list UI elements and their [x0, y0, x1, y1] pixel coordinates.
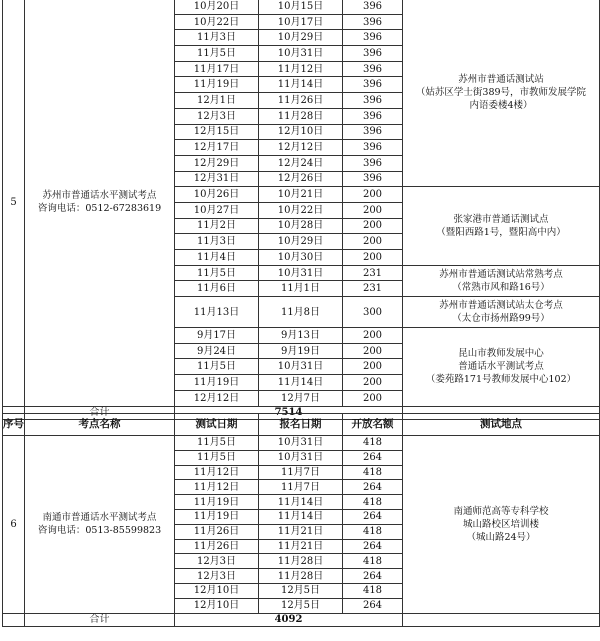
reg-date-cell: 10月29日 — [259, 234, 343, 250]
test-location-cell — [403, 436, 600, 614]
reg-date-cell: 10月31日 — [259, 46, 343, 62]
quota-cell: 396 — [343, 77, 403, 93]
location-line: （常熟市风和路16号） — [452, 281, 550, 293]
quota-cell: 200 — [343, 359, 403, 375]
reg-date-cell: 11月1日 — [259, 281, 343, 297]
test-date-cell: 10月27日 — [175, 202, 259, 218]
test-date-cell: 12月1日 — [175, 93, 259, 109]
test-date-cell: 12月15日 — [175, 124, 259, 140]
test-date-cell: 11月12日 — [175, 480, 259, 495]
section-5-body — [3, 0, 600, 419]
test-date-cell: 11月6日 — [175, 281, 259, 297]
quota-cell: 264 — [343, 598, 403, 613]
table-row — [3, 0, 600, 14]
reg-date-cell: 10月17日 — [259, 14, 343, 30]
test-date-cell: 11月5日 — [175, 450, 259, 465]
test-date-cell: 11月13日 — [175, 297, 259, 328]
reg-date-cell: 10月15日 — [259, 0, 343, 14]
total-value: 7514 — [175, 406, 403, 419]
location-line: 苏州市普通话测试站常熟考点 — [439, 268, 563, 280]
seq-cell: 6 — [3, 436, 25, 614]
reg-date-cell: 11月26日 — [259, 93, 343, 109]
quota-cell: 200 — [343, 187, 403, 203]
quota-cell: 418 — [343, 554, 403, 569]
quota-cell: 231 — [343, 281, 403, 297]
reg-date-cell: 12月12日 — [259, 140, 343, 156]
quota-cell: 300 — [343, 297, 403, 328]
quota-cell: 200 — [343, 234, 403, 250]
center-name-cell — [25, 0, 175, 406]
header-quota: 开放名额 — [343, 414, 403, 436]
header-test-date: 测试日期 — [175, 414, 259, 436]
test-location-cell — [403, 297, 600, 328]
quota-cell: 396 — [343, 46, 403, 62]
quota-cell: 264 — [343, 569, 403, 584]
test-date-cell: 11月5日 — [175, 359, 259, 375]
reg-date-cell: 11月28日 — [259, 569, 343, 584]
reg-date-cell: 10月31日 — [259, 436, 343, 451]
reg-date-cell: 10月21日 — [259, 187, 343, 203]
test-location-cell — [403, 0, 600, 187]
center-name: 苏州市普通话水平测试考点 — [42, 190, 157, 202]
quota-cell: 396 — [343, 108, 403, 124]
test-location-cell — [403, 328, 600, 406]
test-date-cell: 11月26日 — [175, 539, 259, 554]
total-row — [3, 613, 600, 626]
quota-cell: 396 — [343, 124, 403, 140]
location-line: 普通话水平测试考点 — [458, 361, 544, 373]
test-date-cell: 12月10日 — [175, 583, 259, 598]
header-center: 考点名称 — [25, 414, 175, 436]
test-date-cell: 11月5日 — [175, 46, 259, 62]
reg-date-cell: 10月29日 — [259, 30, 343, 46]
reg-date-cell: 12月24日 — [259, 155, 343, 171]
reg-date-cell: 11月14日 — [259, 509, 343, 524]
reg-date-cell: 11月21日 — [259, 524, 343, 539]
reg-date-cell: 10月31日 — [259, 450, 343, 465]
reg-date-cell: 10月28日 — [259, 218, 343, 234]
reg-date-cell: 12月5日 — [259, 583, 343, 598]
quota-cell: 418 — [343, 495, 403, 510]
location-line: （太仓市扬州路99号） — [452, 313, 550, 325]
header-seq: 序号 — [3, 414, 25, 436]
test-date-cell: 11月2日 — [175, 218, 259, 234]
total-blank-cell — [403, 613, 600, 626]
test-date-cell: 11月3日 — [175, 234, 259, 250]
test-date-cell: 12月3日 — [175, 554, 259, 569]
test-date-cell: 11月19日 — [175, 509, 259, 524]
reg-date-cell: 11月14日 — [259, 77, 343, 93]
test-date-cell: 11月5日 — [175, 436, 259, 451]
reg-date-cell: 11月8日 — [259, 297, 343, 328]
reg-date-cell: 9月19日 — [259, 343, 343, 359]
location-line: （城山路24号） — [466, 531, 536, 543]
test-date-cell: 12月3日 — [175, 569, 259, 584]
test-date-cell: 12月29日 — [175, 155, 259, 171]
quota-cell: 264 — [343, 480, 403, 495]
test-location-cell — [403, 187, 600, 265]
quota-cell: 396 — [343, 30, 403, 46]
schedule-table-section-5 — [2, 0, 600, 420]
total-seq-cell — [3, 613, 25, 626]
location-line: （娄苑路171号教师发展中心102） — [425, 374, 577, 386]
header-reg-date: 报名日期 — [259, 414, 343, 436]
test-date-cell: 12月17日 — [175, 140, 259, 156]
test-date-cell: 11月12日 — [175, 465, 259, 480]
location-line: 城山路校区培训楼 — [462, 518, 539, 530]
location-line: 南通师范高等专科学校 — [453, 505, 549, 517]
reg-date-cell: 11月21日 — [259, 539, 343, 554]
total-value: 4092 — [175, 613, 403, 626]
center-phone: 咨询电话：0513-85599823 — [37, 525, 162, 537]
quota-cell: 418 — [343, 583, 403, 598]
quota-cell: 396 — [343, 14, 403, 30]
test-date-cell: 11月26日 — [175, 524, 259, 539]
reg-date-cell: 9月13日 — [259, 328, 343, 344]
quota-cell: 264 — [343, 450, 403, 465]
schedule-table-section-6 — [2, 413, 600, 627]
test-date-cell: 12月10日 — [175, 598, 259, 613]
seq-cell: 5 — [3, 0, 25, 406]
quota-cell: 264 — [343, 509, 403, 524]
test-date-cell: 9月24日 — [175, 343, 259, 359]
quota-cell: 396 — [343, 61, 403, 77]
test-date-cell: 10月26日 — [175, 187, 259, 203]
quota-cell: 418 — [343, 436, 403, 451]
location-line: （姑苏区学士街389号，市教师发展学院 — [415, 87, 587, 99]
quota-cell: 231 — [343, 265, 403, 281]
location-line: （暨阳西路1号，暨阳高中内） — [436, 226, 566, 238]
quota-cell: 200 — [343, 375, 403, 391]
quota-cell: 396 — [343, 155, 403, 171]
table-header-row — [3, 414, 600, 436]
location-line: 昆山市教师发展中心 — [458, 348, 544, 360]
total-label: 合计 — [25, 406, 175, 419]
test-date-cell: 12月12日 — [175, 390, 259, 406]
reg-date-cell: 10月31日 — [259, 359, 343, 375]
test-location-cell — [403, 265, 600, 296]
test-date-cell: 11月17日 — [175, 61, 259, 77]
test-date-cell: 11月19日 — [175, 77, 259, 93]
reg-date-cell: 11月7日 — [259, 465, 343, 480]
test-date-cell: 11月19日 — [175, 495, 259, 510]
reg-date-cell: 10月31日 — [259, 265, 343, 281]
reg-date-cell: 12月7日 — [259, 390, 343, 406]
quota-cell: 200 — [343, 250, 403, 266]
quota-cell: 396 — [343, 0, 403, 14]
test-date-cell: 12月3日 — [175, 108, 259, 124]
quota-cell: 200 — [343, 202, 403, 218]
reg-date-cell: 12月5日 — [259, 598, 343, 613]
quota-cell: 396 — [343, 140, 403, 156]
quota-cell: 418 — [343, 465, 403, 480]
header-location: 测试地点 — [403, 414, 600, 436]
reg-date-cell: 10月30日 — [259, 250, 343, 266]
reg-date-cell: 11月14日 — [259, 375, 343, 391]
test-date-cell: 10月20日 — [175, 0, 259, 14]
quota-cell: 200 — [343, 390, 403, 406]
reg-date-cell: 11月7日 — [259, 480, 343, 495]
center-phone: 咨询电话：0512-67283619 — [37, 203, 162, 215]
reg-date-cell: 11月28日 — [259, 108, 343, 124]
test-date-cell: 9月17日 — [175, 328, 259, 344]
location-line: 苏州市普通话测试站太仓考点 — [439, 300, 563, 312]
reg-date-cell: 11月14日 — [259, 495, 343, 510]
quota-cell: 396 — [343, 171, 403, 187]
quota-cell: 200 — [343, 218, 403, 234]
test-date-cell: 10月22日 — [175, 14, 259, 30]
center-name: 南通市普通话水平测试考点 — [42, 512, 157, 524]
table-row — [3, 436, 600, 451]
center-name-cell — [25, 436, 175, 614]
reg-date-cell: 10月22日 — [259, 202, 343, 218]
location-line: 内语委楼4楼） — [469, 100, 533, 112]
reg-date-cell: 11月12日 — [259, 61, 343, 77]
test-date-cell: 11月4日 — [175, 250, 259, 266]
location-line: 张家港市普通话测试点 — [453, 213, 549, 225]
test-date-cell: 11月5日 — [175, 265, 259, 281]
quota-cell: 200 — [343, 328, 403, 344]
total-label: 合计 — [25, 613, 175, 626]
reg-date-cell: 12月10日 — [259, 124, 343, 140]
reg-date-cell: 11月28日 — [259, 554, 343, 569]
reg-date-cell: 12月26日 — [259, 171, 343, 187]
quota-cell: 396 — [343, 93, 403, 109]
test-date-cell: 11月19日 — [175, 375, 259, 391]
section-6-body — [3, 436, 600, 627]
location-line: 苏州市普通话测试站 — [458, 74, 544, 86]
test-date-cell: 12月31日 — [175, 171, 259, 187]
quota-cell: 264 — [343, 539, 403, 554]
quota-cell: 418 — [343, 524, 403, 539]
test-date-cell: 11月3日 — [175, 30, 259, 46]
quota-cell: 200 — [343, 343, 403, 359]
